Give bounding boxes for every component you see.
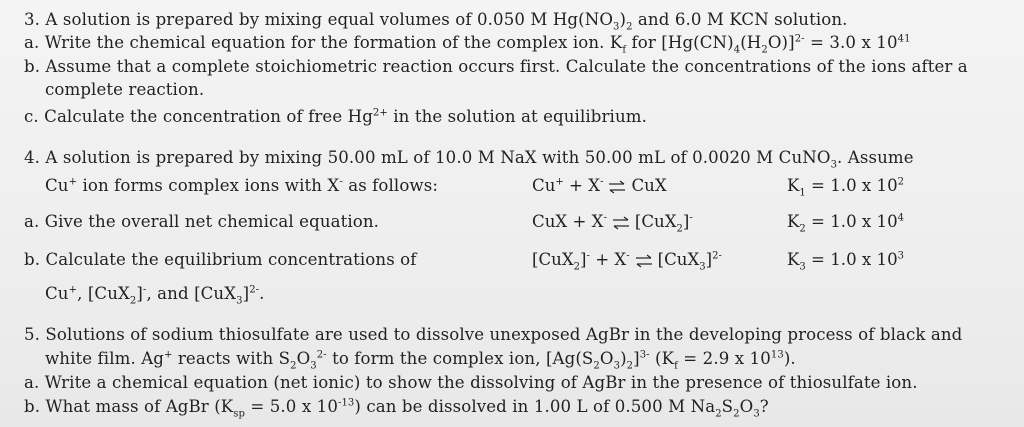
- q5-text: (K: [649, 349, 675, 368]
- eq3-sup: -: [586, 250, 590, 262]
- q4b-sup: -: [142, 284, 147, 296]
- q3-stem: [24, 10, 848, 33]
- q5-text: ]: [633, 349, 640, 368]
- q3c-text: in the solution at equilibrium.: [387, 107, 647, 126]
- eq3-sub: 2: [573, 261, 581, 273]
- eq3-sub: 3: [699, 261, 706, 273]
- q4b-text: .: [259, 284, 265, 303]
- q4-part-b: b. Calculate the equilibrium concentrations of: [24, 250, 417, 269]
- q5-sup: +: [164, 349, 173, 361]
- k1-text: = 1.0 x 10: [805, 176, 898, 195]
- equilibrium-arrows-icon: [606, 179, 628, 195]
- equation-3: [532, 250, 722, 273]
- q3a-sup: 41: [897, 33, 911, 45]
- q5-sub: 2: [290, 360, 297, 372]
- q5-text: = 2.9 x 10: [677, 349, 771, 368]
- k1-text: K: [787, 176, 800, 195]
- q5b-text: ?: [759, 397, 769, 416]
- q4b-text: , [CuX: [77, 284, 130, 303]
- q5b-text: = 5.0 x 10: [245, 397, 338, 416]
- eq2-sup: -: [689, 212, 693, 224]
- q3a-sup: 2-: [794, 33, 805, 45]
- k3-sup: 3: [897, 250, 905, 262]
- eq3-text: [CuX: [657, 250, 700, 269]
- k1-sup: 2: [897, 176, 905, 188]
- q5b-sub: 2: [733, 408, 740, 420]
- q5-sub: f: [674, 360, 678, 372]
- eq2-sup: -: [603, 212, 607, 224]
- q4b-sub: 2: [129, 295, 137, 307]
- q5-sub: 3: [310, 360, 317, 372]
- q3a-text: O)]: [767, 33, 795, 52]
- q3-stem-end: and 6.0 M KCN solution.: [632, 10, 848, 29]
- q4-stem: [24, 148, 914, 171]
- eq3-text: [CuX: [532, 250, 574, 269]
- q5-sub: 2: [626, 360, 634, 372]
- q5-text: white film. Ag: [45, 349, 165, 368]
- q3-paren: ): [619, 10, 627, 29]
- q5-part-a: a. Write a chemical equation (net ionic) to show the dissolving of AgBr in the presence of thiosulfate ion.: [24, 373, 918, 392]
- q5b-text: ) can be dissolved in 1.00 L of 0.500 M Na: [354, 397, 716, 416]
- q4b-sup: +: [68, 284, 78, 296]
- q3a-text: = 3.0 x 10: [804, 33, 898, 52]
- q5-text: reacts with S: [172, 349, 291, 368]
- q3-stem-text: 3. A solution is prepared by mixing equal volumes of 0.050 M Hg(NO: [24, 10, 614, 29]
- q5-text: ).: [783, 349, 796, 368]
- q3-sub: 3: [613, 21, 620, 33]
- q3-sub: 2: [626, 21, 633, 33]
- q3a-sub: f: [622, 44, 627, 56]
- eq1-text: Cu: [532, 176, 556, 195]
- eq2-sub: 2: [676, 223, 683, 235]
- eq3-text: ]: [705, 250, 713, 269]
- q3-part-a: [24, 33, 911, 56]
- q5-sub: 2: [593, 360, 600, 372]
- q4b-sup: 2-: [249, 284, 260, 296]
- q5-text: ): [620, 349, 627, 368]
- q5b-sub: 2: [715, 408, 722, 420]
- k2-text: K: [787, 212, 800, 231]
- k3-value: [787, 250, 905, 273]
- q4-text: as follows:: [342, 176, 439, 195]
- q3a-text: a. Write the chemical equation for the formation of the complex ion. K: [24, 33, 623, 52]
- q3-part-c: [24, 107, 647, 127]
- q5-sup: 2-: [316, 349, 327, 361]
- q5-stem: 5. Solutions of sodium thiosulfate are used to dissolve unexposed AgBr in the developing process of black and: [24, 325, 963, 344]
- q4b-sub: 3: [236, 295, 243, 307]
- q5-sub: 3: [613, 360, 621, 372]
- q5-sup: 3-: [639, 349, 650, 361]
- equilibrium-arrows-icon: [610, 215, 632, 231]
- q5b-text: O: [739, 397, 754, 416]
- q5-stem-line2: [45, 349, 796, 372]
- k1-sub: 1: [799, 187, 806, 199]
- eq3-sup: -: [626, 250, 630, 262]
- q4b-text: ]: [136, 284, 143, 303]
- q5b-sub: 3: [753, 408, 760, 420]
- q5-part-b: [24, 397, 769, 420]
- q5b-text: S: [721, 397, 734, 416]
- q4-stem-text: . Assume: [837, 148, 914, 167]
- eq1-sup: -: [600, 176, 604, 188]
- q5-text: O: [599, 349, 614, 368]
- q5-text: O: [296, 349, 311, 368]
- eq1-text: + X: [563, 176, 601, 195]
- q4b-text: , and [CuX: [146, 284, 237, 303]
- q4-sup: -: [339, 176, 343, 188]
- q3c-sup: 2+: [372, 107, 388, 119]
- q3-part-b-line1: b. Assume that a complete stoichiometric reaction occurs first. Calculate the concentrations of the ions after a: [24, 57, 968, 76]
- q4b-text: Cu: [45, 284, 69, 303]
- eq1-text: CuX: [631, 176, 667, 195]
- q3a-text: (H: [740, 33, 762, 52]
- k2-sup: 4: [897, 212, 905, 224]
- k3-text: K: [787, 250, 800, 269]
- q5-text: to form the complex ion, [Ag(S: [326, 349, 594, 368]
- q3-part-b-line2: complete reaction.: [45, 80, 205, 99]
- q4-part-a: a. Give the overall net chemical equation.: [24, 212, 380, 231]
- k2-text: = 1.0 x 10: [805, 212, 898, 231]
- k3-sub: 3: [799, 261, 806, 273]
- eq2-text: CuX + X: [532, 212, 604, 231]
- q4-text: Cu: [45, 176, 69, 195]
- q4-stem-line2: [45, 176, 438, 196]
- eq3-text: ]: [580, 250, 587, 269]
- k1-value: [787, 176, 905, 199]
- q5b-sub: sp: [233, 408, 246, 420]
- eq1-sup: +: [555, 176, 564, 188]
- q4b-text: ]: [242, 284, 250, 303]
- q3a-sub: 4: [733, 44, 741, 56]
- k3-text: = 1.0 x 10: [805, 250, 898, 269]
- equilibrium-arrows-icon: [633, 253, 655, 269]
- q4-sub: 3: [830, 159, 838, 171]
- q3a-sub: 2: [761, 44, 768, 56]
- q4-part-b-line2: [45, 284, 265, 307]
- eq3-sup: 2-: [712, 250, 722, 262]
- equation-2: [532, 212, 693, 235]
- q5b-text: b. What mass of AgBr (K: [24, 397, 234, 416]
- equation-1: [532, 176, 667, 196]
- q4-sup: +: [68, 176, 78, 188]
- q5b-sup: -13: [337, 397, 355, 409]
- eq3-text: + X: [589, 250, 627, 269]
- q5-sup: 13: [770, 349, 784, 361]
- eq2-text: ]: [682, 212, 690, 231]
- q3c-text: c. Calculate the concentration of free Hg: [24, 107, 373, 126]
- k2-sub: 2: [799, 223, 806, 235]
- q3a-text: for [Hg(CN): [626, 33, 734, 52]
- eq2-text: [CuX: [634, 212, 677, 231]
- k2-value: [787, 212, 905, 235]
- q4-text: ion forms complex ions with X: [77, 176, 340, 195]
- q4-stem-text: 4. A solution is prepared by mixing 50.00 mL of 10.0 M NaX with 50.00 mL of 0.0020 M CuNO: [24, 148, 831, 167]
